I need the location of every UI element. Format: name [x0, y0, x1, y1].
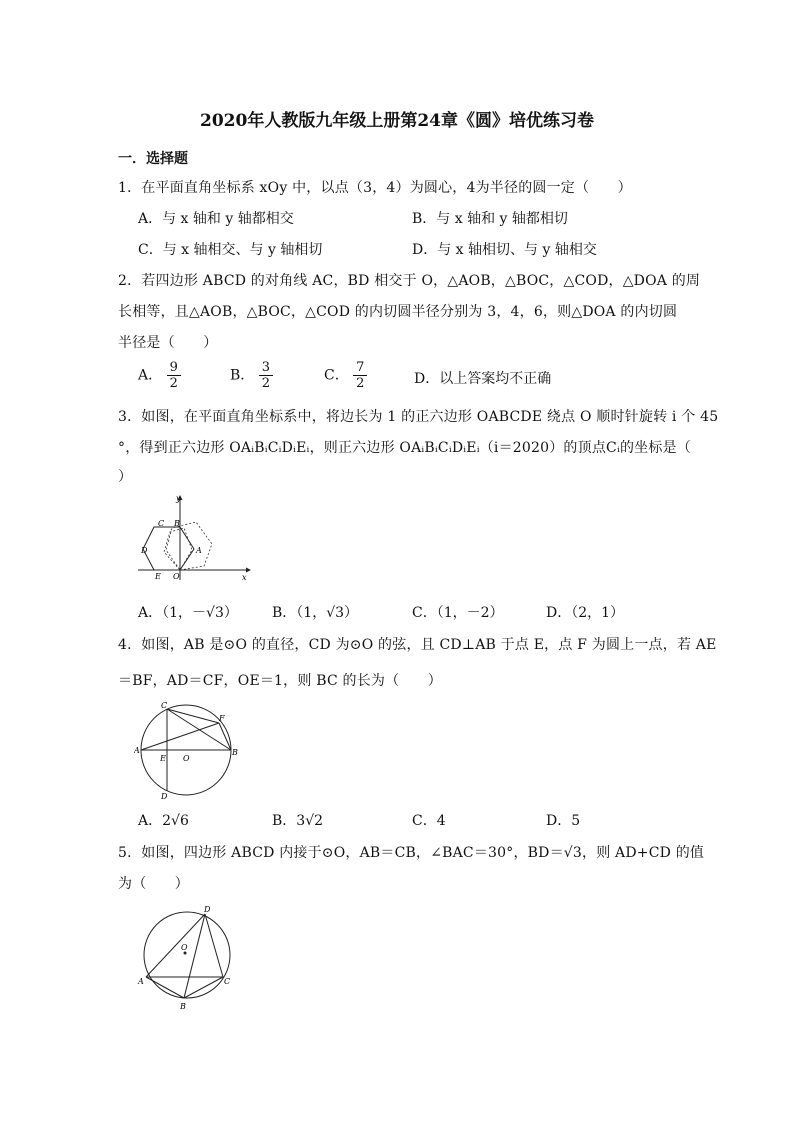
q5-circle-figure [134, 902, 244, 1014]
q1-option-a: A．与 x 轴和 y 轴都相交 [138, 211, 294, 227]
q4-option-a: A．2√6 [138, 813, 189, 829]
q2-a-numerator: 9 [167, 360, 181, 376]
q3-line3: ） [118, 469, 133, 485]
q3-hexagon-figure [134, 492, 254, 584]
q1-stem: 1．在平面直角坐标系 xOy 中，以点（3，4）为圆心，4为半径的圆一定（ ） [118, 180, 632, 196]
q2-option-a-label: A． [138, 367, 163, 384]
label-e: E [160, 754, 166, 763]
label-d: D [141, 546, 148, 555]
q2-line2: 长相等，且△AOB，△BOC，△COD 的内切圆半径分别为 3，4，6，则△DOA 的内切圆 [118, 304, 678, 320]
q3-option-d: D．（2，1） [546, 605, 625, 621]
q2-line1: 2．若四边形 ABCD 的对角线 AC，BD 相交于 O，△AOB，△BOC，△COD，△DOA 的周 [118, 273, 701, 289]
q2-option-a [138, 360, 181, 391]
x-axis-arrow [246, 568, 251, 573]
label-o: O [173, 572, 180, 581]
q3-option-a: A．（1，－√3） [138, 605, 238, 621]
q1-option-b: B．与 x 轴和 y 轴都相切 [412, 211, 568, 227]
segment-cf [167, 709, 219, 723]
segment-db [184, 914, 205, 998]
q3-option-c: C．（1，－2） [412, 605, 504, 621]
page-title: 2020年人教版九年级上册第24章《圆》培优练习卷 [200, 111, 594, 131]
label-a: A [138, 977, 144, 986]
q5-line1: 5．如图，四边形 ABCD 内接于⊙O，AB＝CB，∠BAC＝30°，BD＝√3，则 AD+CD 的值 [118, 845, 705, 861]
q3-option-b: B．（1，√3） [272, 605, 359, 621]
q2-option-b-label: B． [230, 367, 255, 384]
q2-c-denominator: 2 [356, 376, 365, 391]
q4-option-c: C．4 [412, 813, 446, 829]
label-b: B [174, 519, 180, 528]
label-a: A [134, 746, 140, 755]
q4-line1: 4．如图，AB 是⊙O 的直径，CD 为⊙O 的弦，且 CD⊥AB 于点 E，点 F 为圆上一点，若 AE [118, 637, 717, 653]
q2-line3: 半径是（ ） [118, 335, 218, 351]
label-a: A [196, 546, 202, 555]
label-o: O [181, 943, 188, 952]
q3-line1: 3．如图，在平面直角坐标系中，将边长为 1 的正六边形 OABCDE 绕点 O 顺时针旋转 i 个 45 [118, 409, 719, 425]
label-e: E [155, 572, 161, 581]
label-o: O [183, 754, 190, 763]
q4-option-b: B．3√2 [272, 813, 324, 829]
q2-b-denominator: 2 [261, 376, 271, 391]
rotated-hexagon-1 [166, 522, 212, 570]
label-c: C [224, 977, 231, 986]
q2-b-numerator: 3 [259, 360, 273, 376]
label-f: F [219, 714, 225, 723]
q4-line2: ＝BF，AD＝CF，OE＝1，则 BC 的长为（ ） [118, 673, 442, 689]
q3-line2: °，得到正六边形 OAᵢBᵢCᵢDᵢEᵢ，则正六边形 OAᵢBᵢCᵢDᵢEᵢ（i＝2020）的顶点Cᵢ的坐标是（ [118, 440, 691, 456]
label-b: B [180, 1002, 186, 1011]
segment-ad [146, 914, 205, 977]
q4-option-d: D．5 [546, 813, 581, 829]
rotated-hexagon-2 [164, 528, 192, 570]
q2-c-numerator: 7 [353, 360, 367, 376]
segment-ab [146, 977, 184, 998]
q4-circle-figure [134, 698, 242, 800]
q2-a-denominator: 2 [169, 376, 178, 391]
segment-dc [205, 914, 223, 977]
q1-option-d: D．与 x 轴相切、与 y 轴相交 [412, 242, 597, 258]
label-x: x [242, 573, 247, 582]
q2-option-a-fraction [167, 360, 181, 391]
q2-option-c [324, 360, 367, 391]
q2-option-c-fraction [353, 360, 367, 391]
q2-option-b-fraction [259, 360, 273, 391]
q2-option-c-label: C． [324, 367, 349, 384]
q2-option-d: D．以上答案均不正确 [414, 371, 552, 387]
label-y: y [176, 494, 181, 503]
label-d: D [204, 905, 211, 914]
q2-option-b [230, 360, 273, 391]
q1-option-c: C．与 x 轴相交、与 y 轴相切 [138, 242, 323, 258]
q5-line2: 为（ ） [118, 876, 189, 892]
section-heading: 一．选择题 [118, 151, 188, 167]
label-b: B [232, 748, 238, 757]
label-c: C [161, 701, 168, 710]
label-d: D [161, 792, 168, 800]
segment-af [141, 723, 219, 750]
label-c: C [158, 519, 165, 528]
